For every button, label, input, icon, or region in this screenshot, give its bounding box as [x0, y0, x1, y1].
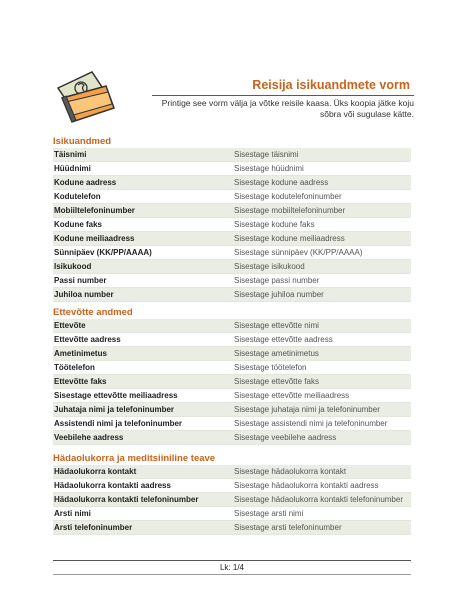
field-value[interactable]: Sisestage hüüdnimi [234, 164, 304, 173]
table-row [53, 333, 411, 347]
table-row [53, 274, 411, 288]
table-row [53, 176, 411, 190]
field-value[interactable]: Sisestage ettevõtte meiliaadress [234, 391, 350, 400]
table-row [53, 431, 411, 445]
field-value[interactable]: Sisestage arsti telefoninumber [234, 523, 342, 532]
field-label: Sisestage ettevõtte meiliaadress [54, 391, 178, 400]
field-value[interactable]: Sisestage passi number [234, 276, 320, 285]
field-value[interactable]: Sisestage juhiloa number [234, 290, 324, 299]
field-label: Passi number [54, 276, 107, 285]
field-label: Sünnipäev (KK/PP/AAAA) [54, 248, 152, 257]
field-value[interactable]: Sisestage veebilehe aadress [234, 433, 337, 442]
page-footer [53, 560, 411, 575]
wallet-money-icon [52, 68, 116, 126]
field-label: Ettevõtte faks [54, 377, 107, 386]
field-label: Mobiiltelefoninumber [54, 206, 135, 215]
field-value[interactable]: Sisestage täisnimi [234, 150, 299, 159]
table-row [53, 465, 411, 479]
table-row [53, 507, 411, 521]
table-row [53, 246, 411, 260]
field-label: Kodune faks [54, 220, 103, 229]
field-label: Kodune meiliaadress [54, 234, 135, 243]
table-row [53, 204, 411, 218]
title-divider [152, 95, 414, 96]
field-label: Täisnimi [54, 150, 87, 159]
table-row [53, 319, 411, 333]
table-row [53, 347, 411, 361]
field-value[interactable]: Sisestage hädaolukorra kontakti aadress [234, 481, 379, 490]
section-title-personal: Isikuandmed [53, 136, 112, 147]
field-label: Assistendi nimi ja telefoninumber [54, 419, 183, 428]
field-label: Hädaolukorra kontakti telefoninumber [54, 495, 199, 504]
field-label: Veebilehe aadress [54, 433, 124, 442]
field-label: Arsti telefoninumber [54, 523, 133, 532]
field-label: Kodune aadress [54, 178, 117, 187]
table-row [53, 521, 411, 535]
section-title-emergency: Hädaolukorra ja meditsiiniline teave [53, 453, 216, 464]
field-label: Ametinimetus [54, 349, 107, 358]
table-row [53, 375, 411, 389]
table-row [53, 479, 411, 493]
table-row [53, 162, 411, 176]
table-row [53, 148, 411, 162]
table-row [53, 493, 411, 507]
field-label: Ettevõte [54, 321, 86, 330]
page-number: Lk: 1/4 [219, 563, 244, 572]
table-row [53, 361, 411, 375]
page-title: Reisija isikuandmete vorm [252, 78, 410, 92]
personal-info-table [53, 148, 411, 302]
field-value[interactable]: Sisestage juhataja nimi ja telefoninumber [234, 405, 380, 414]
field-value[interactable]: Sisestage arsti nimi [234, 509, 304, 518]
field-label: Juhiloa number [54, 290, 114, 299]
field-label: Töötelefon [54, 363, 95, 372]
field-label: Ettevõtte aadress [54, 335, 121, 344]
field-value[interactable]: Sisestage sünnipäev (KK/PP/AAAA) [234, 248, 363, 257]
field-value[interactable]: Sisestage ettevõtte faks [234, 377, 319, 386]
field-value[interactable]: Sisestage kodutelefoninumber [234, 192, 342, 201]
field-value[interactable]: Sisestage kodune meiliaadress [234, 234, 345, 243]
field-value[interactable]: Sisestage isikukood [234, 262, 305, 271]
field-value[interactable]: Sisestage hädaolukorra kontakt [234, 467, 347, 476]
table-row [53, 232, 411, 246]
field-value[interactable]: Sisestage ettevõtte nimi [234, 321, 319, 330]
field-label: Hüüdnimi [54, 164, 91, 173]
table-row [53, 417, 411, 431]
company-info-table [53, 319, 411, 445]
field-label: Arsti nimi [54, 509, 91, 518]
field-value[interactable]: Sisestage hädaolukorra kontakti telefoninumber [234, 495, 403, 504]
table-row [53, 218, 411, 232]
table-row [53, 288, 411, 302]
page-subtitle: Printige see vorm välja ja võtke reisile kaasa. Üks koopia jätke koju sõbra või sugulase kätte. [161, 98, 414, 119]
field-label: Kodutelefon [54, 192, 101, 201]
field-value[interactable]: Sisestage töötelefon [234, 363, 307, 372]
field-label: Isikukood [54, 262, 92, 271]
field-value[interactable]: Sisestage assistendi nimi ja telefoninumber [234, 419, 388, 428]
table-row [53, 190, 411, 204]
field-value[interactable]: Sisestage mobiiltelefoninumber [234, 206, 346, 215]
table-row [53, 403, 411, 417]
field-label: Hädaolukorra kontakti aadress [54, 481, 171, 490]
field-value[interactable]: Sisestage ametinimetus [234, 349, 319, 358]
field-value[interactable]: Sisestage ettevõtte aadress [234, 335, 333, 344]
table-row [53, 389, 411, 403]
field-value[interactable]: Sisestage kodune faks [234, 220, 315, 229]
field-value[interactable]: Sisestage kodune aadress [234, 178, 329, 187]
section-title-company: Ettevõtte andmed [53, 307, 133, 318]
field-label: Hädaolukorra kontakt [54, 467, 137, 476]
field-label: Juhataja nimi ja telefoninumber [54, 405, 175, 414]
emergency-info-table [53, 465, 411, 535]
table-row [53, 260, 411, 274]
